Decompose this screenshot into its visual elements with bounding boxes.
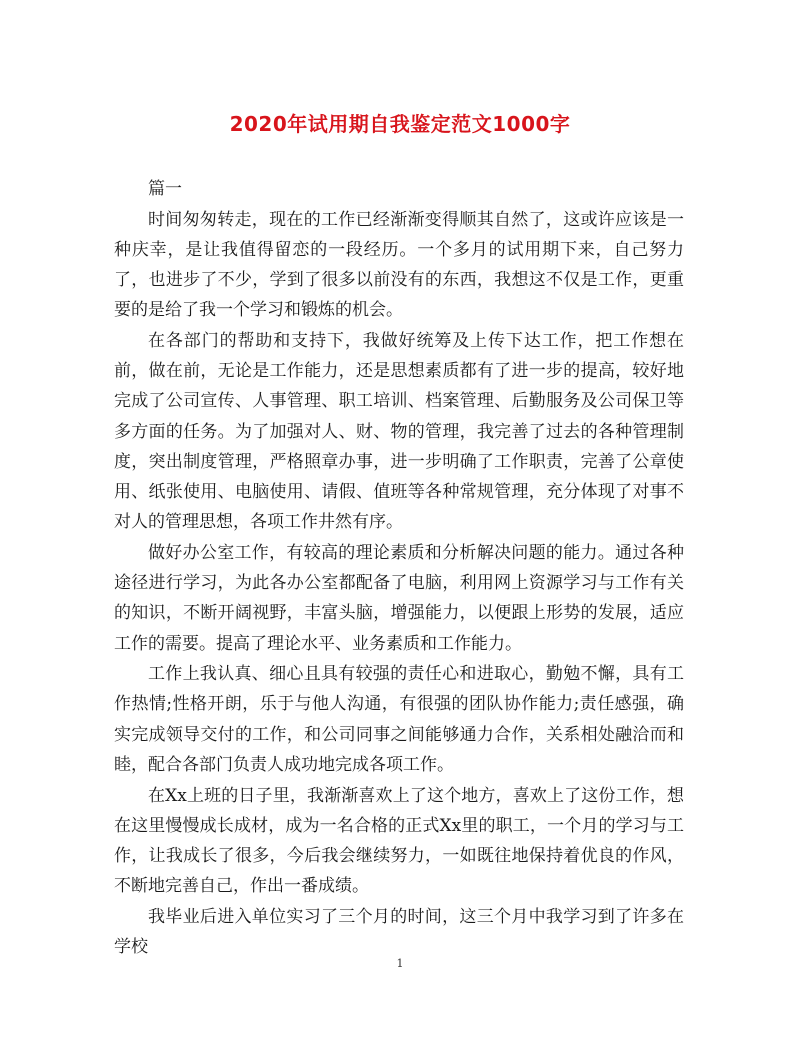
body-paragraph: 工作上我认真、细心且具有较强的责任心和进取心，勤勉不懈，具有工作热情;性格开朗，乐于与他人沟通，有很强的团队协作能力;责任感强，确实完成领导交付的工作，和公司同事之间能够通力合作，关系相处融洽而和睦，配合各部门负责人成功地完成各项工作。 (114, 664, 684, 775)
body-paragraph: 做好办公室工作，有较高的理论素质和分析解决问题的能力。通过各种途径进行学习，为此各办公室都配备了电脑，利用网上资源学习与工作有关的知识，不断开阔视野，丰富头脑，增强能力，以便跟上形势的发展，适应工作的需要。提高了理论水平、业务素质和工作能力。 (114, 542, 684, 654)
page-number: 1 (396, 957, 404, 970)
body-paragraph: 在各部门的帮助和支持下，我做好统筹及上传下达工作，把工作想在前，做在前，无论是工作能力，还是思想素质都有了进一步的提高，较好地完成了公司宣传、人事管理、职工培训、档案管理、后勤服务及公司保卫等多方面的任务。为了加强对人、财、物的管理，我完善了过去的各种管理制度，突出制度管理，严格照章办事，进一步明确了工作职责，完善了公章使用、纸张使用、电脑使用、请假、值班等各种常规管理，充分体现了对事不对人的管理思想，各项工作井然有序。 (114, 331, 684, 533)
document-title: 2020年试用期自我鉴定范文1000字 (229, 112, 571, 136)
body-paragraph: 在Xx上班的日子里，我渐渐喜欢上了这个地方，喜欢上了这份工作，想在这里慢慢成长成材，成为一名合格的正式Xx里的职工，一个月的学习与工作，让我成长了很多，今后我会继续努力，一如既往地保持着优良的作风，不断地完善自己，作出一番成绩。 (114, 785, 684, 897)
body-paragraph: 我毕业后进入单位实习了三个月的时间，这三个月中我学习到了许多在学校 (114, 906, 684, 958)
section-label: 篇一 (148, 179, 182, 199)
body-paragraph: 时间匆匆转走，现在的工作已经渐渐变得顺其自然了，这或许应该是一种庆幸，是让我值得留恋的一段经历。一个多月的试用期下来，自己努力了，也进步了不少，学到了很多以前没有的东西，我想这不仅是工作，更重要的是给了我一个学习和锻炼的机会。 (114, 209, 684, 321)
document-body (114, 174, 684, 963)
